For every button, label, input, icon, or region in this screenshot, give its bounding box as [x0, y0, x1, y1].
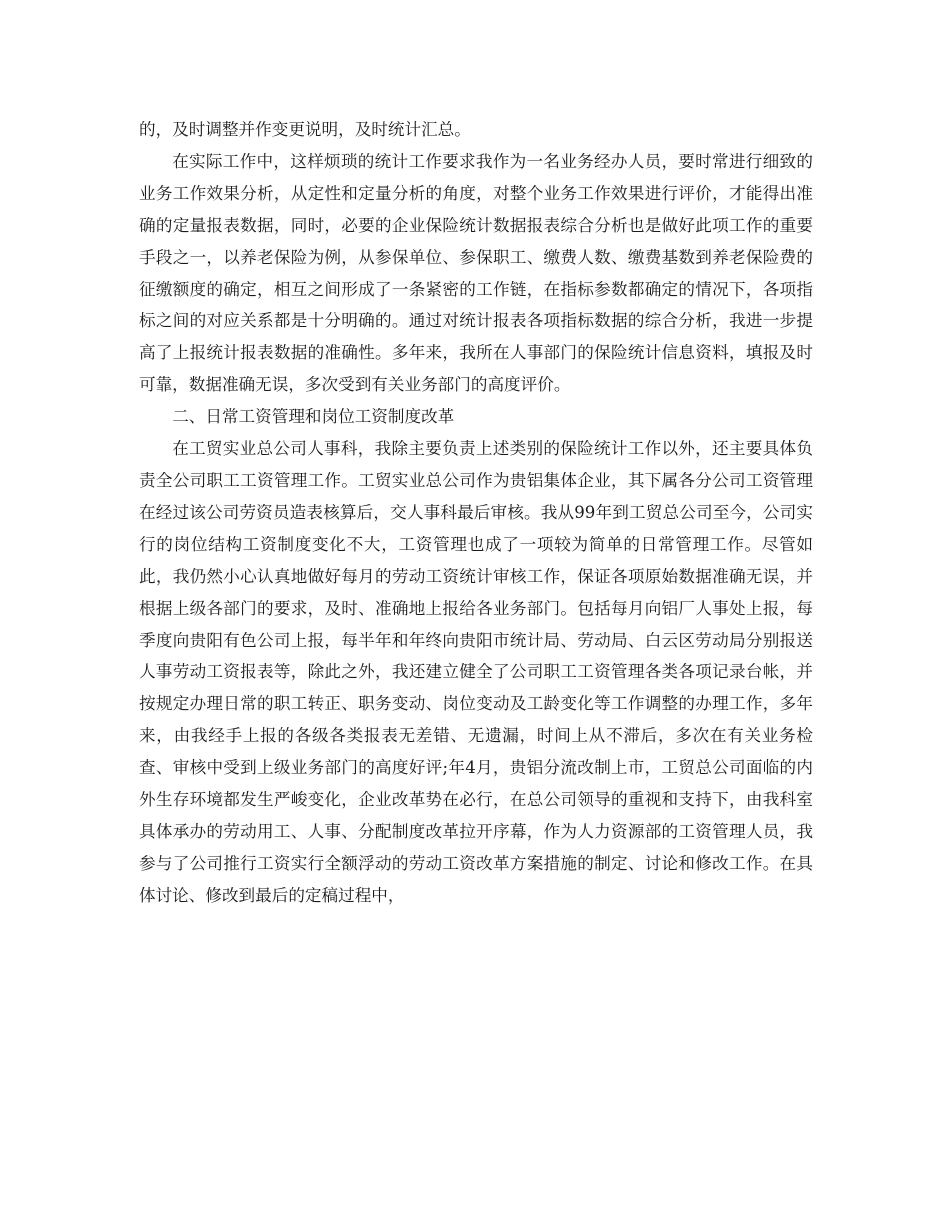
- document-body: [139, 114, 813, 912]
- paragraph-statistics-analysis: 在实际工作中，这样烦琐的统计工作要求我作为一名业务经办人员，要时常进行细致的业务工作效果分析，从定性和定量分析的角度，对整个业务工作效果进行评价，才能得出准确的定量报表数据，同时，必要的企业保险统计数据报表综合分析也是做好此项工作的重要手段之一，以养老保险为例，从参保单位、参保职工、缴费人数、缴费基数到养老保险费的征缴额度的确定，相互之间形成了一条紧密的工作链，在指标参数都确定的情况下，各项指标之间的对应关系都是十分明确的。通过对统计报表各项指标数据的综合分析，我进一步提高了上报统计报表数据的准确性。多年来，我所在人事部门的保险统计信息资料，填报及时可靠，数据准确无误，多次受到有关业务部门的高度评价。: [139, 151, 813, 395]
- paragraph-wage-management: 在工贸实业总公司人事科，我除主要负责上述类别的保险统计工作以外，还主要具体负责全公司职工工资管理工作。工贸实业总公司作为贵铝集体企业，其下属各分公司工资管理在经过该公司劳资员造表核算后，交人事科最后审核。我从99年到工贸总公司至今，公司实行的岗位结构工资制度变化不大，工资管理也成了一项较为简单的日常管理工作。尽管如此，我仍然小心认真地做好每月的劳动工资统计审核工作，保证各项原始数据准确无误，并根据上级各部门的要求，及时、准确地上报给各业务部门。包括每月向铝厂人事处上报，每季度向贵阳有色公司上报，每半年和年终向贵阳市统计局、劳动局、白云区劳动局分别报送人事劳动工资报表等，除此之外，我还建立健全了公司职工工资管理各类各项记录台帐，并按规定办理日常的职工转正、职务变动、岗位变动及工龄变化等工作调整的办理工作，多年来，由我经手上报的各级各类报表无差错、无遗漏，时间上从不滞后，多次在有关业务检查、审核中受到上级业务部门的高度好评;年4月，贵铝分流改制上市，工贸总公司面临的内外生存环境都发生严峻变化，企业改革势在必行，在总公司领导的重视和支持下，由我科室具体承办的劳动用工、人事、分配制度改革拉开序幕，作为人力资源部的工资管理人员，我参与了公司推行工资实行全额浮动的劳动工资改革方案措施的制定、讨论和修改工作。在具体讨论、修改到最后的定稿过程中，: [139, 439, 813, 905]
- paragraph-continuation: 的，及时调整并作变更说明，及时统计汇总。: [139, 120, 471, 139]
- section-heading-wage-management: 二、日常工资管理和岗位工资制度改革: [172, 407, 455, 427]
